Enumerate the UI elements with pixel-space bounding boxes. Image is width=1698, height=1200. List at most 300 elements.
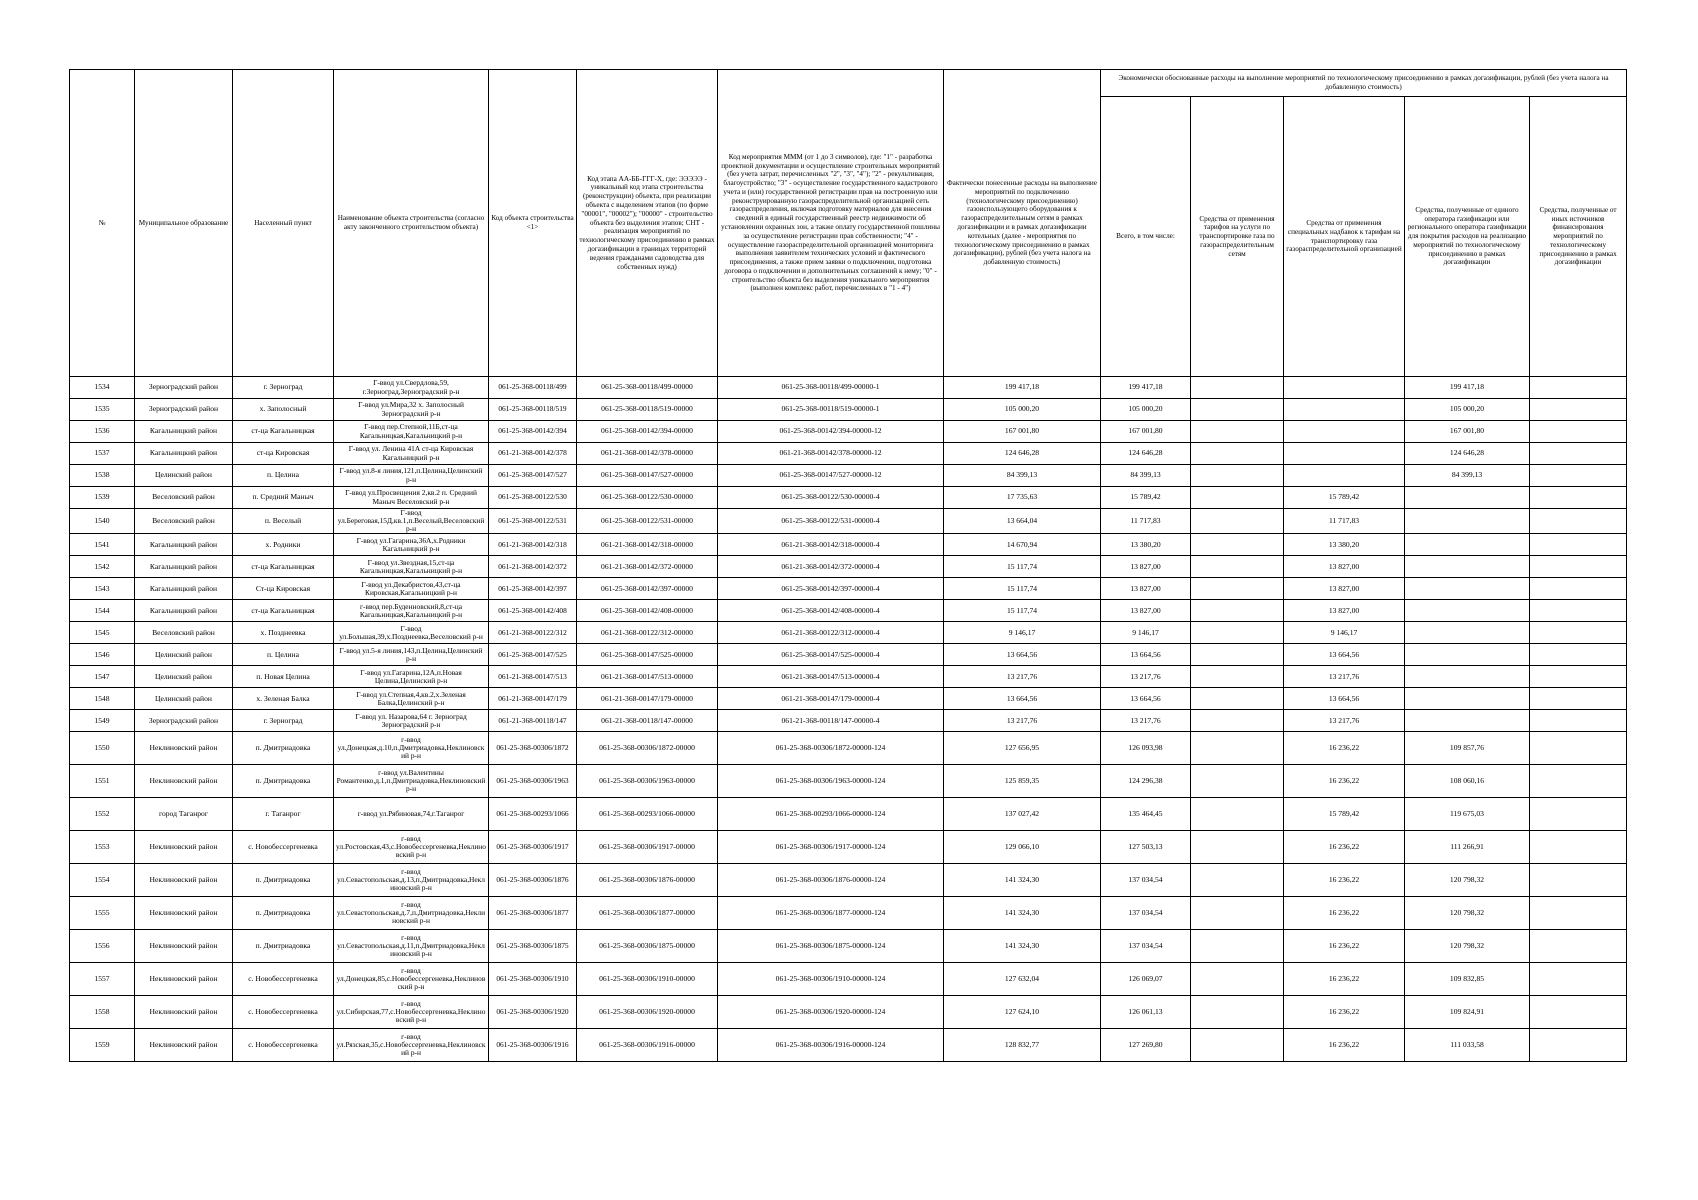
object-code-cell: 061-21-368-00122/312 xyxy=(489,622,577,644)
object-code-cell: 061-25-368-00147/527 xyxy=(489,465,577,487)
stage-code-cell: 061-25-368-00306/1920-00000 xyxy=(577,996,718,1029)
event-code-cell: 061-25-368-00306/1877-00000-124 xyxy=(718,897,944,930)
locality-cell: п. Новая Целина xyxy=(233,666,334,688)
row-number: 1535 xyxy=(70,399,135,421)
tariff-transport-cell xyxy=(1191,1029,1284,1062)
tariff-transport-cell xyxy=(1191,534,1284,556)
special-markup-cell xyxy=(1284,377,1405,399)
municipality-cell: Веселовский район xyxy=(135,509,233,534)
stage-code-cell: 061-21-368-00122/312-00000 xyxy=(577,622,718,644)
tariff-transport-cell xyxy=(1191,465,1284,487)
header-economic-group: Экономически обоснованные расходы на выполнение мероприятий по технологическому присоединению в рамках догазификации, рублей (без учета налога на добавленную стоимость) xyxy=(1101,70,1627,97)
object-name-cell: Г-ввод ул.Мира,32 х. Заполосный Зерноградский р-н xyxy=(334,399,489,421)
row-number: 1559 xyxy=(70,1029,135,1062)
header-operator-funds: Средства, полученные от единого оператора газификации или регионального оператора газификации для покрытия расходов на реализацию мероприятий по технологическому присоединению в рамках догазификации xyxy=(1405,97,1530,377)
object-code-cell: 061-25-368-00142/394 xyxy=(489,421,577,443)
table-row xyxy=(70,710,1627,732)
locality-cell: с. Новобессергеневка xyxy=(233,963,334,996)
actual-costs-cell: 105 000,20 xyxy=(944,399,1101,421)
stage-code-cell: 061-21-368-00142/378-00000 xyxy=(577,443,718,465)
special-markup-cell: 16 236,22 xyxy=(1284,765,1405,798)
row-number: 1541 xyxy=(70,534,135,556)
row-number: 1558 xyxy=(70,996,135,1029)
object-code-cell: 061-25-368-00142/397 xyxy=(489,578,577,600)
object-name-cell: Г-ввод ул.Большая,39,х.Позднеевка,Веселовский р-н xyxy=(334,622,489,644)
object-name-cell: г-ввод ул.Рябиновая,74,г.Таганрог xyxy=(334,798,489,831)
object-code-cell: 061-25-368-00306/1877 xyxy=(489,897,577,930)
special-markup-cell: 13 217,76 xyxy=(1284,710,1405,732)
total-cell: 13 827,00 xyxy=(1101,556,1191,578)
event-code-cell: 061-21-368-00122/312-00000-4 xyxy=(718,622,944,644)
table-row xyxy=(70,622,1627,644)
tariff-transport-cell xyxy=(1191,377,1284,399)
tariff-transport-cell xyxy=(1191,864,1284,897)
object-name-cell: Г-ввод ул.Береговая,15Д,кв.1,п.Веселый,Веселовский р-н xyxy=(334,509,489,534)
municipality-cell: Целинский район xyxy=(135,644,233,666)
operator-funds-cell xyxy=(1405,509,1530,534)
special-markup-cell: 16 236,22 xyxy=(1284,897,1405,930)
object-name-cell: Г-ввод ул.Свердлова,59, г.Зерноград,Зерноградский р-н xyxy=(334,377,489,399)
tariff-transport-cell xyxy=(1191,556,1284,578)
locality-cell: г. Зерноград xyxy=(233,377,334,399)
event-code-cell: 061-21-368-00118/147-00000-4 xyxy=(718,710,944,732)
total-cell: 13 664,56 xyxy=(1101,688,1191,710)
locality-cell: Ст-ца Кировская xyxy=(233,578,334,600)
actual-costs-cell: 13 664,56 xyxy=(944,688,1101,710)
municipality-cell: Зерноградский район xyxy=(135,710,233,732)
event-code-cell: 061-25-368-00293/1066-00000-124 xyxy=(718,798,944,831)
event-code-cell: 061-25-368-00118/519-00000-1 xyxy=(718,399,944,421)
operator-funds-cell: 109 832,85 xyxy=(1405,963,1530,996)
table-row xyxy=(70,377,1627,399)
operator-funds-cell: 120 798,32 xyxy=(1405,897,1530,930)
actual-costs-cell: 141 324,30 xyxy=(944,864,1101,897)
total-cell: 126 061,13 xyxy=(1101,996,1191,1029)
special-markup-cell: 13 827,00 xyxy=(1284,578,1405,600)
object-code-cell: 061-21-368-00147/513 xyxy=(489,666,577,688)
header-tariff-transport: Средства от применения тарифов на услуги по транспортировке газа по газораспределительным сетям xyxy=(1191,97,1284,377)
operator-funds-cell: 120 798,32 xyxy=(1405,864,1530,897)
row-number: 1538 xyxy=(70,465,135,487)
row-number: 1542 xyxy=(70,556,135,578)
other-sources-cell xyxy=(1530,443,1627,465)
actual-costs-cell: 125 859,35 xyxy=(944,765,1101,798)
event-code-cell: 061-21-368-00147/513-00000-4 xyxy=(718,666,944,688)
object-name-cell: Г-ввод ул.Гагарина,36А,х.Родники Кагальницкий р-н xyxy=(334,534,489,556)
table-row xyxy=(70,556,1627,578)
table-row xyxy=(70,864,1627,897)
object-name-cell: г-ввод ул.Севастопольская,д.13,п.Дмитриадовка,Неклиновский р-н xyxy=(334,864,489,897)
object-code-cell: 061-25-368-00306/1916 xyxy=(489,1029,577,1062)
locality-cell: п. Целина xyxy=(233,465,334,487)
stage-code-cell: 061-21-368-00147/179-00000 xyxy=(577,688,718,710)
locality-cell: ст-ца Кагальницкая xyxy=(233,600,334,622)
special-markup-cell: 13 380,20 xyxy=(1284,534,1405,556)
tariff-transport-cell xyxy=(1191,421,1284,443)
event-code-cell: 061-25-368-00306/1875-00000-124 xyxy=(718,930,944,963)
row-number: 1555 xyxy=(70,897,135,930)
special-markup-cell: 11 717,83 xyxy=(1284,509,1405,534)
object-name-cell: г-ввод ул.Севастопольская,д.7,п.Дмитриадовка,Неклиновский р-н xyxy=(334,897,489,930)
locality-cell: п. Дмитриадовка xyxy=(233,732,334,765)
stage-code-cell: 061-25-368-00147/527-00000 xyxy=(577,465,718,487)
tariff-transport-cell xyxy=(1191,798,1284,831)
actual-costs-cell: 15 117,74 xyxy=(944,578,1101,600)
object-code-cell: 061-25-368-00306/1876 xyxy=(489,864,577,897)
stage-code-cell: 061-21-368-00147/513-00000 xyxy=(577,666,718,688)
tariff-transport-cell xyxy=(1191,688,1284,710)
special-markup-cell: 16 236,22 xyxy=(1284,864,1405,897)
row-number: 1554 xyxy=(70,864,135,897)
municipality-cell: Целинский район xyxy=(135,465,233,487)
tariff-transport-cell xyxy=(1191,930,1284,963)
object-name-cell: Г-ввод ул.Звездная,15,ст-ца Кагальницкая,Кагальницкий р-н xyxy=(334,556,489,578)
stage-code-cell: 061-25-368-00122/531-00000 xyxy=(577,509,718,534)
event-code-cell: 061-25-368-00142/394-00000-12 xyxy=(718,421,944,443)
row-number: 1550 xyxy=(70,732,135,765)
total-cell: 199 417,18 xyxy=(1101,377,1191,399)
actual-costs-cell: 17 735,63 xyxy=(944,487,1101,509)
actual-costs-cell: 141 324,30 xyxy=(944,897,1101,930)
total-cell: 105 000,20 xyxy=(1101,399,1191,421)
municipality-cell: Зерноградский район xyxy=(135,377,233,399)
total-cell: 11 717,83 xyxy=(1101,509,1191,534)
actual-costs-cell: 137 027,42 xyxy=(944,798,1101,831)
total-cell: 137 034,54 xyxy=(1101,864,1191,897)
event-code-cell: 061-25-368-00122/531-00000-4 xyxy=(718,509,944,534)
row-number: 1544 xyxy=(70,600,135,622)
table-row xyxy=(70,443,1627,465)
actual-costs-cell: 15 117,74 xyxy=(944,600,1101,622)
operator-funds-cell: 109 824,91 xyxy=(1405,996,1530,1029)
object-code-cell: 061-21-368-00118/147 xyxy=(489,710,577,732)
header-row-top xyxy=(70,70,1627,97)
other-sources-cell xyxy=(1530,666,1627,688)
stage-code-cell: 061-25-368-00306/1916-00000 xyxy=(577,1029,718,1062)
municipality-cell: Неклиновский район xyxy=(135,963,233,996)
total-cell: 13 217,76 xyxy=(1101,710,1191,732)
header-total: Всего, в том числе: xyxy=(1101,97,1191,377)
other-sources-cell xyxy=(1530,556,1627,578)
event-code-cell: 061-21-368-00147/179-00000-4 xyxy=(718,688,944,710)
header-object-name: Наименование объекта строительства (согласно акту законченного строительством объекта) xyxy=(334,70,489,377)
tariff-transport-cell xyxy=(1191,897,1284,930)
operator-funds-cell xyxy=(1405,534,1530,556)
other-sources-cell xyxy=(1530,578,1627,600)
other-sources-cell xyxy=(1530,622,1627,644)
operator-funds-cell xyxy=(1405,710,1530,732)
operator-funds-cell xyxy=(1405,487,1530,509)
row-number: 1545 xyxy=(70,622,135,644)
tariff-transport-cell xyxy=(1191,600,1284,622)
locality-cell: п. Дмитриадовка xyxy=(233,864,334,897)
other-sources-cell xyxy=(1530,600,1627,622)
other-sources-cell xyxy=(1530,732,1627,765)
municipality-cell: Неклиновский район xyxy=(135,1029,233,1062)
tariff-transport-cell xyxy=(1191,666,1284,688)
locality-cell: ст-ца Кировская xyxy=(233,443,334,465)
special-markup-cell: 13 664,56 xyxy=(1284,644,1405,666)
row-number: 1539 xyxy=(70,487,135,509)
operator-funds-cell xyxy=(1405,688,1530,710)
municipality-cell: Зерноградский район xyxy=(135,399,233,421)
row-number: 1540 xyxy=(70,509,135,534)
special-markup-cell: 13 664,56 xyxy=(1284,688,1405,710)
tariff-transport-cell xyxy=(1191,710,1284,732)
locality-cell: п. Веселый xyxy=(233,509,334,534)
other-sources-cell xyxy=(1530,765,1627,798)
special-markup-cell xyxy=(1284,465,1405,487)
table-row xyxy=(70,897,1627,930)
locality-cell: х. Заполосный xyxy=(233,399,334,421)
object-name-cell: Г-ввод ул.Степная,4,кв.2,х.Зеленая Балка,Целинский р-н xyxy=(334,688,489,710)
event-code-cell: 061-25-368-00306/1916-00000-124 xyxy=(718,1029,944,1062)
stage-code-cell: 061-25-368-00118/499-00000 xyxy=(577,377,718,399)
event-code-cell: 061-21-368-00142/318-00000-4 xyxy=(718,534,944,556)
locality-cell: г. Таганрог xyxy=(233,798,334,831)
actual-costs-cell: 127 624,10 xyxy=(944,996,1101,1029)
tariff-transport-cell xyxy=(1191,831,1284,864)
table-row xyxy=(70,509,1627,534)
municipality-cell: Кагальницкий район xyxy=(135,578,233,600)
table-row xyxy=(70,578,1627,600)
operator-funds-cell xyxy=(1405,666,1530,688)
actual-costs-cell: 13 217,76 xyxy=(944,666,1101,688)
operator-funds-cell: 199 417,18 xyxy=(1405,377,1530,399)
actual-costs-cell: 14 670,94 xyxy=(944,534,1101,556)
locality-cell: с. Новобессергеневка xyxy=(233,1029,334,1062)
object-name-cell: г-ввод ул.Валентины Романтенко,д.1,п.Дмитриадовка,Неклиновский р-н xyxy=(334,765,489,798)
other-sources-cell xyxy=(1530,644,1627,666)
operator-funds-cell: 119 675,03 xyxy=(1405,798,1530,831)
object-code-cell: 061-25-368-00147/525 xyxy=(489,644,577,666)
municipality-cell: Неклиновский район xyxy=(135,732,233,765)
locality-cell: ст-ца Кагальницкая xyxy=(233,421,334,443)
table-row xyxy=(70,666,1627,688)
municipality-cell: Неклиновский район xyxy=(135,996,233,1029)
stage-code-cell: 061-25-368-00306/1877-00000 xyxy=(577,897,718,930)
event-code-cell: 061-25-368-00147/527-00000-12 xyxy=(718,465,944,487)
total-cell: 126 069,07 xyxy=(1101,963,1191,996)
tariff-transport-cell xyxy=(1191,487,1284,509)
object-name-cell: г-ввод ул.Донецкая,д.10,п.Дмитриадовка,Неклиновский р-н xyxy=(334,732,489,765)
table-row xyxy=(70,644,1627,666)
tariff-transport-cell xyxy=(1191,578,1284,600)
actual-costs-cell: 199 417,18 xyxy=(944,377,1101,399)
municipality-cell: Целинский район xyxy=(135,666,233,688)
locality-cell: г. Зерноград xyxy=(233,710,334,732)
special-markup-cell: 15 789,42 xyxy=(1284,487,1405,509)
actual-costs-cell: 13 664,56 xyxy=(944,644,1101,666)
object-name-cell: Г-ввод ул.8-я линия,121,п.Целина,Целинский р-н xyxy=(334,465,489,487)
header-object-code: Код объекта строительства <1> xyxy=(489,70,577,377)
stage-code-cell: 061-25-368-00147/525-00000 xyxy=(577,644,718,666)
total-cell: 13 827,00 xyxy=(1101,600,1191,622)
operator-funds-cell: 109 857,76 xyxy=(1405,732,1530,765)
tariff-transport-cell xyxy=(1191,399,1284,421)
special-markup-cell: 16 236,22 xyxy=(1284,831,1405,864)
locality-cell: п. Дмитриадовка xyxy=(233,930,334,963)
actual-costs-cell: 124 646,28 xyxy=(944,443,1101,465)
row-number: 1556 xyxy=(70,930,135,963)
special-markup-cell: 16 236,22 xyxy=(1284,930,1405,963)
special-markup-cell: 16 236,22 xyxy=(1284,996,1405,1029)
municipality-cell: Кагальницкий район xyxy=(135,443,233,465)
object-name-cell: Г-ввод пер.Степной,11Б,ст-ца Кагальницкая,Кагальницкий р-н xyxy=(334,421,489,443)
object-code-cell: 061-21-368-00147/179 xyxy=(489,688,577,710)
other-sources-cell xyxy=(1530,421,1627,443)
municipality-cell: Кагальницкий район xyxy=(135,600,233,622)
other-sources-cell xyxy=(1530,399,1627,421)
total-cell: 127 269,80 xyxy=(1101,1029,1191,1062)
special-markup-cell xyxy=(1284,421,1405,443)
actual-costs-cell: 167 001,80 xyxy=(944,421,1101,443)
special-markup-cell: 9 146,17 xyxy=(1284,622,1405,644)
object-name-cell: Г-ввод ул.Просвещения 2,кв.2 п. Средний Маныч Веселовский р-н xyxy=(334,487,489,509)
table-row xyxy=(70,534,1627,556)
event-code-cell: 061-25-368-00118/499-00000-1 xyxy=(718,377,944,399)
actual-costs-cell: 129 066,10 xyxy=(944,831,1101,864)
object-name-cell: г-ввод пер.Буденновский,8,ст-ца Кагальницкая,Кагальницкий р-н xyxy=(334,600,489,622)
event-code-cell: 061-25-368-00122/530-00000-4 xyxy=(718,487,944,509)
locality-cell: х. Позднеевка xyxy=(233,622,334,644)
stage-code-cell: 061-25-368-00142/408-00000 xyxy=(577,600,718,622)
tariff-transport-cell xyxy=(1191,622,1284,644)
table-row xyxy=(70,831,1627,864)
table-row xyxy=(70,996,1627,1029)
stage-code-cell: 061-21-368-00142/318-00000 xyxy=(577,534,718,556)
municipality-cell: Неклиновский район xyxy=(135,831,233,864)
special-markup-cell: 13 827,00 xyxy=(1284,600,1405,622)
stage-code-cell: 061-21-368-00118/147-00000 xyxy=(577,710,718,732)
operator-funds-cell: 108 060,16 xyxy=(1405,765,1530,798)
actual-costs-cell: 15 117,74 xyxy=(944,556,1101,578)
operator-funds-cell: 124 646,28 xyxy=(1405,443,1530,465)
event-code-cell: 061-25-368-00147/525-00000-4 xyxy=(718,644,944,666)
table-row xyxy=(70,465,1627,487)
municipality-cell: город Таганрог xyxy=(135,798,233,831)
object-name-cell: г-ввод ул.Севастопольская,д.11,п.Дмитриадовка,Неклиновский р-н xyxy=(334,930,489,963)
document-page xyxy=(69,69,1626,1062)
municipality-cell: Кагальницкий район xyxy=(135,556,233,578)
row-number: 1537 xyxy=(70,443,135,465)
other-sources-cell xyxy=(1530,465,1627,487)
stage-code-cell: 061-25-368-00306/1917-00000 xyxy=(577,831,718,864)
object-code-cell: 061-25-368-00306/1875 xyxy=(489,930,577,963)
other-sources-cell xyxy=(1530,864,1627,897)
header-event-code: Код мероприятия МММ (от 1 до 3 символов), где: "1" - разработка проектной документации и осуществление строительных мероприятий (без учета затрат, перечисленных "2", "3", "4"); "2" - рекультивация, благоустройство; "3" - осуществление государственного кадастрового учета и (или) государственной регистрации прав на построенную или реконструированную газораспределительной организацией сеть газораспределения, включая подготовку материалов для внесения сведений в единый государственный реестр недвижимости об установлении охранных зон, а также оплату государственной пошлины за осуществление регистрации прав собственности; "4" - осуществление газораспределительной организацией мониторинга выполнения заявителем технических условий и фактического присоединения, а также прием заявки о подключении, подготовка договора о подключении и дополнительных соглашений к нему; "0" - строительство объекта без выделения уникального мероприятия (выполнен комплекс работ, перечисленных в "1 - 4") xyxy=(718,70,944,377)
table-row xyxy=(70,765,1627,798)
object-name-cell: Г-ввод ул.Гагарина,12А,п.Новая Целина,Целинский р-н xyxy=(334,666,489,688)
municipality-cell: Неклиновский район xyxy=(135,930,233,963)
total-cell: 167 001,80 xyxy=(1101,421,1191,443)
actual-costs-cell: 84 399,13 xyxy=(944,465,1101,487)
tariff-transport-cell xyxy=(1191,996,1284,1029)
locality-cell: с. Новобессергеневка xyxy=(233,996,334,1029)
other-sources-cell xyxy=(1530,377,1627,399)
table-row xyxy=(70,798,1627,831)
operator-funds-cell: 111 033,58 xyxy=(1405,1029,1530,1062)
total-cell: 137 034,54 xyxy=(1101,930,1191,963)
object-name-cell: Г-ввод ул. Назарова,64 г. Зерноград Зерноградский р-н xyxy=(334,710,489,732)
special-markup-cell: 15 789,42 xyxy=(1284,798,1405,831)
row-number: 1552 xyxy=(70,798,135,831)
header-other-sources: Средства, полученные от иных источников финансирования мероприятий по технологическому присоединению в рамках догазификации xyxy=(1530,97,1627,377)
locality-cell: п. Дмитриадовка xyxy=(233,765,334,798)
municipality-cell: Неклиновский район xyxy=(135,864,233,897)
special-markup-cell: 16 236,22 xyxy=(1284,1029,1405,1062)
special-markup-cell: 16 236,22 xyxy=(1284,963,1405,996)
tariff-transport-cell xyxy=(1191,644,1284,666)
total-cell: 126 093,98 xyxy=(1101,732,1191,765)
object-code-cell: 061-21-368-00142/378 xyxy=(489,443,577,465)
object-code-cell: 061-25-368-00306/1920 xyxy=(489,996,577,1029)
municipality-cell: Веселовский район xyxy=(135,487,233,509)
header-locality: Населенный пункт xyxy=(233,70,334,377)
event-code-cell: 061-25-368-00142/408-00000-4 xyxy=(718,600,944,622)
total-cell: 13 827,00 xyxy=(1101,578,1191,600)
total-cell: 124 646,28 xyxy=(1101,443,1191,465)
object-name-cell: г-ввод ул.Ростовская,43,с.Новобессергеневка,Неклиновский р-н xyxy=(334,831,489,864)
object-code-cell: 061-25-368-00118/519 xyxy=(489,399,577,421)
object-code-cell: 061-21-368-00142/318 xyxy=(489,534,577,556)
stage-code-cell: 061-25-368-00306/1910-00000 xyxy=(577,963,718,996)
object-code-cell: 061-21-368-00142/372 xyxy=(489,556,577,578)
special-markup-cell: 13 827,00 xyxy=(1284,556,1405,578)
stage-code-cell: 061-25-368-00142/397-00000 xyxy=(577,578,718,600)
row-number: 1548 xyxy=(70,688,135,710)
locality-cell: х. Родники xyxy=(233,534,334,556)
table-row xyxy=(70,399,1627,421)
event-code-cell: 061-25-368-00306/1963-00000-124 xyxy=(718,765,944,798)
municipality-cell: Веселовский район xyxy=(135,622,233,644)
stage-code-cell: 061-25-368-00306/1872-00000 xyxy=(577,732,718,765)
operator-funds-cell: 167 001,80 xyxy=(1405,421,1530,443)
total-cell: 127 503,13 xyxy=(1101,831,1191,864)
total-cell: 13 664,56 xyxy=(1101,644,1191,666)
municipality-cell: Кагальницкий район xyxy=(135,421,233,443)
operator-funds-cell xyxy=(1405,556,1530,578)
event-code-cell: 061-25-368-00306/1872-00000-124 xyxy=(718,732,944,765)
total-cell: 15 789,42 xyxy=(1101,487,1191,509)
other-sources-cell xyxy=(1530,996,1627,1029)
stage-code-cell: 061-25-368-00306/1875-00000 xyxy=(577,930,718,963)
header-stage-code: Код этапа АА-ББ-ГГГ-Х, где: ЭЭЭЭЭ - уникальный код этапа строительства (реконструкции) объекта, при реализации объекта с выделением этапов (по форме "00001", "00002"); "00000" - строительство объекта без выделения этапов; СНТ - реализация мероприятий по технологическому присоединению в рамках догазификации в границах территорий ведения гражданами садоводства для собственных нужд) xyxy=(577,70,718,377)
total-cell: 13 217,76 xyxy=(1101,666,1191,688)
event-code-cell: 061-25-368-00142/397-00000-4 xyxy=(718,578,944,600)
header-actual-costs: Фактически понесенные расходы на выполнение мероприятий по подключению (технологическому присоединению) газоиспользующего оборудования к газораспределительным сетям в рамках догазификации и в рамках догазификации котельных (далее - мероприятия по технологическому присоединению в рамках догазификации), рублей (без учета налога на добавленную стоимость) xyxy=(944,70,1101,377)
row-number: 1553 xyxy=(70,831,135,864)
actual-costs-cell: 141 324,30 xyxy=(944,930,1101,963)
object-name-cell: г-ввод ул.Донецкая,85,с.Новобессергеневка,Неклиновский р-н xyxy=(334,963,489,996)
object-code-cell: 061-25-368-00306/1917 xyxy=(489,831,577,864)
operator-funds-cell: 120 798,32 xyxy=(1405,930,1530,963)
event-code-cell: 061-25-368-00306/1920-00000-124 xyxy=(718,996,944,1029)
actual-costs-cell: 13 664,04 xyxy=(944,509,1101,534)
row-number: 1543 xyxy=(70,578,135,600)
event-code-cell: 061-21-368-00142/372-00000-4 xyxy=(718,556,944,578)
actual-costs-cell: 9 146,17 xyxy=(944,622,1101,644)
municipality-cell: Целинский район xyxy=(135,688,233,710)
object-code-cell: 061-25-368-00122/531 xyxy=(489,509,577,534)
operator-funds-cell: 111 266,91 xyxy=(1405,831,1530,864)
other-sources-cell xyxy=(1530,963,1627,996)
stage-code-cell: 061-25-368-00142/394-00000 xyxy=(577,421,718,443)
locality-cell: п. Средний Маныч xyxy=(233,487,334,509)
tariff-transport-cell xyxy=(1191,443,1284,465)
tariff-transport-cell xyxy=(1191,765,1284,798)
row-number: 1547 xyxy=(70,666,135,688)
